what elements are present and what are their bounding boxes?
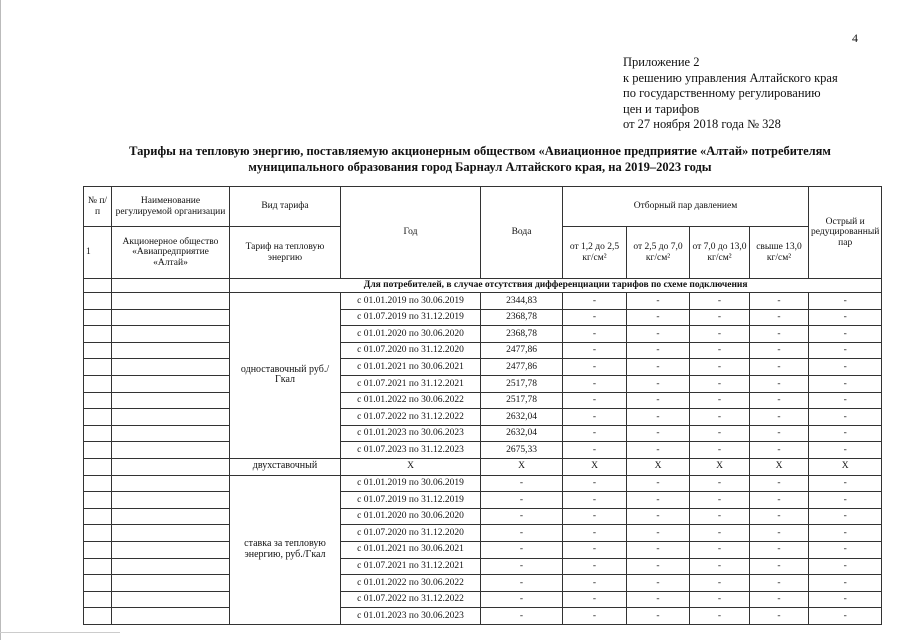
table-row xyxy=(84,525,882,542)
steam-3-cell: - xyxy=(690,541,750,558)
steam-2-cell: - xyxy=(627,392,690,409)
period-cell: с 01.01.2020 по 30.06.2020 xyxy=(341,508,481,525)
row-num-cell xyxy=(84,409,112,426)
page-number: 4 xyxy=(852,31,858,45)
steam-3-cell: - xyxy=(690,492,750,509)
tariff-type-label: двухставочный xyxy=(230,458,341,475)
hot-steam-cell: - xyxy=(809,558,882,575)
org-num: 1 xyxy=(84,227,112,279)
steam-1-cell: - xyxy=(563,309,627,326)
row-num-cell xyxy=(84,608,112,625)
hot-steam-cell: - xyxy=(809,375,882,392)
steam-1-cell: - xyxy=(563,575,627,592)
row-org-cell xyxy=(112,293,230,310)
row-num-cell xyxy=(84,591,112,608)
steam-3-cell: - xyxy=(690,508,750,525)
steam-3-cell: - xyxy=(690,293,750,310)
row-org-cell xyxy=(112,425,230,442)
period-cell: с 01.07.2019 по 31.12.2019 xyxy=(341,309,481,326)
table-row xyxy=(84,425,882,442)
water-cell: - xyxy=(481,475,563,492)
steam-3-cell: - xyxy=(690,442,750,459)
header-steam-group: Отборный пар давлением xyxy=(563,187,809,227)
table-row xyxy=(84,492,882,509)
row-num-cell xyxy=(84,575,112,592)
row-org-cell xyxy=(112,558,230,575)
steam-3-cell: - xyxy=(690,608,750,625)
steam-1-cell: - xyxy=(563,375,627,392)
steam-4-cell: - xyxy=(750,359,809,376)
section-empty xyxy=(84,279,112,293)
period-cell: с 01.01.2022 по 30.06.2022 xyxy=(341,392,481,409)
steam-4-cell: - xyxy=(750,541,809,558)
steam-2-cell: - xyxy=(627,309,690,326)
period-cell: с 01.07.2019 по 31.12.2019 xyxy=(341,492,481,509)
steam-1-cell: - xyxy=(563,508,627,525)
hot-steam-cell: - xyxy=(809,475,882,492)
steam-2-cell: - xyxy=(627,425,690,442)
steam-3-cell: - xyxy=(690,375,750,392)
steam-3-cell: - xyxy=(690,558,750,575)
steam-1-cell: - xyxy=(563,525,627,542)
hot-steam-cell: - xyxy=(809,492,882,509)
water-cell: - xyxy=(481,591,563,608)
table-row xyxy=(84,293,882,310)
water-cell: - xyxy=(481,508,563,525)
steam-1-cell: - xyxy=(563,558,627,575)
row-org-cell xyxy=(112,541,230,558)
steam-2-cell: - xyxy=(627,575,690,592)
row-org-cell xyxy=(112,342,230,359)
hot-steam-cell: - xyxy=(809,608,882,625)
row-num-cell xyxy=(84,293,112,310)
table-row xyxy=(84,575,882,592)
steam-4-cell: - xyxy=(750,575,809,592)
hot-steam-cell: - xyxy=(809,525,882,542)
period-cell: с 01.01.2023 по 30.06.2023 xyxy=(341,425,481,442)
scan-edge-bottom xyxy=(0,632,120,633)
steam-3-cell: - xyxy=(690,359,750,376)
steam-1-cell: - xyxy=(563,591,627,608)
steam-3-cell: - xyxy=(690,525,750,542)
period-cell: с 01.01.2022 по 30.06.2022 xyxy=(341,575,481,592)
hot-steam-cell: - xyxy=(809,425,882,442)
water-cell: - xyxy=(481,608,563,625)
steam-2-cell: - xyxy=(627,409,690,426)
water-cell: 2517,78 xyxy=(481,375,563,392)
steam-4-cell: - xyxy=(750,375,809,392)
steam-4-cell: - xyxy=(750,309,809,326)
steam-4-cell: - xyxy=(750,326,809,343)
table-row xyxy=(84,508,882,525)
row-org-cell xyxy=(112,525,230,542)
period-cell: с 01.07.2022 по 31.12.2022 xyxy=(341,591,481,608)
steam-1-cell: - xyxy=(563,608,627,625)
water-cell: - xyxy=(481,558,563,575)
table-row xyxy=(84,608,882,625)
scan-edge-left xyxy=(0,0,1,640)
hot-steam-cell: - xyxy=(809,326,882,343)
water-cell: - xyxy=(481,492,563,509)
period-cell: с 01.01.2020 по 30.06.2020 xyxy=(341,326,481,343)
steam-3-cell: - xyxy=(690,475,750,492)
steam-2-cell: - xyxy=(627,326,690,343)
table-row xyxy=(84,342,882,359)
steam-2-cell: - xyxy=(627,375,690,392)
steam-4-cell: - xyxy=(750,342,809,359)
section-title: Для потребителей, в случае отсутствия дифференциации тарифов по схеме подключения xyxy=(230,279,882,293)
hot-steam-cell: - xyxy=(809,575,882,592)
period-cell: с 01.07.2021 по 31.12.2021 xyxy=(341,558,481,575)
steam-3-cell: - xyxy=(690,326,750,343)
water-cell: 2675,33 xyxy=(481,442,563,459)
steam-2-cell: - xyxy=(627,558,690,575)
row-num-cell xyxy=(84,475,112,492)
header-steam-4: свыше 13,0 кг/см² xyxy=(750,227,809,279)
row-org-cell xyxy=(112,309,230,326)
row-org-cell xyxy=(112,608,230,625)
steam-1-cell: - xyxy=(563,293,627,310)
row-num-cell xyxy=(84,425,112,442)
hot-steam-cell: - xyxy=(809,342,882,359)
hot-steam-cell: - xyxy=(809,591,882,608)
row-num-cell xyxy=(84,508,112,525)
steam-1-cell: - xyxy=(563,425,627,442)
steam-4-cell: - xyxy=(750,409,809,426)
row-num-cell xyxy=(84,342,112,359)
table-row xyxy=(84,558,882,575)
steam-1-cell: - xyxy=(563,409,627,426)
steam-4-cell: - xyxy=(750,608,809,625)
steam-2-cell: - xyxy=(627,492,690,509)
steam-2-cell: - xyxy=(627,442,690,459)
appendix-line: цен и тарифов xyxy=(623,101,700,116)
header-hot-steam: Острый и редуцированный пар xyxy=(809,187,882,279)
steam-3-cell: - xyxy=(690,409,750,426)
appendix-line: к решению управления Алтайского края xyxy=(623,70,838,85)
row-org-cell xyxy=(112,508,230,525)
row-org-cell xyxy=(112,492,230,509)
row-org-cell xyxy=(112,575,230,592)
row-num-cell xyxy=(84,359,112,376)
steam-3-cell: - xyxy=(690,591,750,608)
water-cell: 2368,78 xyxy=(481,309,563,326)
row-org-cell xyxy=(112,409,230,426)
table-row xyxy=(84,541,882,558)
water-cell: X xyxy=(481,458,563,475)
header-type: Вид тарифа xyxy=(230,187,341,227)
steam-3-cell: - xyxy=(690,575,750,592)
period-cell: с 01.07.2022 по 31.12.2022 xyxy=(341,409,481,426)
steam-4-cell: - xyxy=(750,475,809,492)
steam-4-cell: X xyxy=(750,458,809,475)
steam-4-cell: - xyxy=(750,525,809,542)
steam-2-cell: - xyxy=(627,508,690,525)
appendix-block xyxy=(623,55,838,133)
tariffs-table xyxy=(83,186,882,625)
steam-1-cell: - xyxy=(563,326,627,343)
period-cell: с 01.01.2019 по 30.06.2019 xyxy=(341,475,481,492)
water-cell: 2632,04 xyxy=(481,425,563,442)
appendix-line: от 27 ноября 2018 года № 328 xyxy=(623,117,781,131)
hot-steam-cell: - xyxy=(809,309,882,326)
row-org-cell xyxy=(112,458,230,475)
period-cell: с 01.01.2021 по 30.06.2021 xyxy=(341,541,481,558)
water-cell: - xyxy=(481,525,563,542)
table-row xyxy=(84,475,882,492)
appendix-line: по государственному регулированию xyxy=(623,86,821,100)
hot-steam-cell: - xyxy=(809,392,882,409)
steam-1-cell: - xyxy=(563,442,627,459)
row-num-cell xyxy=(84,458,112,475)
steam-2-cell: - xyxy=(627,293,690,310)
period-cell: с 01.07.2021 по 31.12.2021 xyxy=(341,375,481,392)
header-year: Год xyxy=(341,187,481,279)
row-org-cell xyxy=(112,475,230,492)
water-cell: - xyxy=(481,575,563,592)
table-row xyxy=(84,458,882,475)
header-steam-1: от 1,2 до 2,5 кг/см² xyxy=(563,227,627,279)
water-cell: 2477,86 xyxy=(481,359,563,376)
steam-3-cell: - xyxy=(690,425,750,442)
table-row xyxy=(84,375,882,392)
table-row xyxy=(84,359,882,376)
steam-1-cell: - xyxy=(563,342,627,359)
steam-4-cell: - xyxy=(750,442,809,459)
hot-steam-cell: - xyxy=(809,442,882,459)
steam-4-cell: - xyxy=(750,558,809,575)
table-row xyxy=(84,392,882,409)
title-line: Тарифы на тепловую энергию, поставляемую акционерным обществом «Авиационное предприятие «Алтай» потребителям xyxy=(129,144,831,158)
appendix-line: Приложение 2 xyxy=(623,55,700,69)
steam-3-cell: X xyxy=(690,458,750,475)
steam-3-cell: - xyxy=(690,392,750,409)
header-steam-3: от 7,0 до 13,0 кг/см² xyxy=(690,227,750,279)
period-cell: X xyxy=(341,458,481,475)
row-num-cell xyxy=(84,492,112,509)
steam-2-cell: - xyxy=(627,475,690,492)
water-cell: - xyxy=(481,541,563,558)
steam-4-cell: - xyxy=(750,492,809,509)
tariff-type-label: ставка за тепловую энергию, руб./Гкал xyxy=(230,475,341,624)
row-num-cell xyxy=(84,392,112,409)
steam-2-cell: X xyxy=(627,458,690,475)
row-num-cell xyxy=(84,326,112,343)
row-num-cell xyxy=(84,541,112,558)
header-num: № п/п xyxy=(84,187,112,227)
hot-steam-cell: - xyxy=(809,359,882,376)
steam-4-cell: - xyxy=(750,425,809,442)
steam-2-cell: - xyxy=(627,541,690,558)
steam-4-cell: - xyxy=(750,508,809,525)
row-org-cell xyxy=(112,591,230,608)
table-row xyxy=(84,309,882,326)
hot-steam-cell: - xyxy=(809,293,882,310)
steam-4-cell: - xyxy=(750,591,809,608)
title-line: муниципального образования город Барнаул Алтайского края, на 2019–2023 годы xyxy=(248,160,712,174)
steam-3-cell: - xyxy=(690,309,750,326)
steam-1-cell: - xyxy=(563,492,627,509)
steam-4-cell: - xyxy=(750,293,809,310)
steam-1-cell: - xyxy=(563,475,627,492)
steam-2-cell: - xyxy=(627,608,690,625)
row-org-cell xyxy=(112,375,230,392)
water-cell: 2517,78 xyxy=(481,392,563,409)
hot-steam-cell: - xyxy=(809,541,882,558)
steam-1-cell: - xyxy=(563,359,627,376)
header-org: Наименование регулируемой организации xyxy=(112,187,230,227)
document-title xyxy=(80,143,880,175)
steam-1-cell: X xyxy=(563,458,627,475)
header-steam-2: от 2,5 до 7,0 кг/см² xyxy=(627,227,690,279)
row-num-cell xyxy=(84,525,112,542)
water-cell: 2632,04 xyxy=(481,409,563,426)
period-cell: с 01.07.2020 по 31.12.2020 xyxy=(341,525,481,542)
period-cell: с 01.07.2023 по 31.12.2023 xyxy=(341,442,481,459)
row-num-cell xyxy=(84,442,112,459)
steam-2-cell: - xyxy=(627,359,690,376)
header-row xyxy=(84,187,882,227)
hot-steam-cell: X xyxy=(809,458,882,475)
water-cell: 2344,83 xyxy=(481,293,563,310)
section-empty xyxy=(112,279,230,293)
section-row xyxy=(84,279,882,293)
tariff-type-label: одноставочный руб./Гкал xyxy=(230,293,341,459)
row-num-cell xyxy=(84,309,112,326)
row-org-cell xyxy=(112,359,230,376)
steam-2-cell: - xyxy=(627,525,690,542)
steam-1-cell: - xyxy=(563,392,627,409)
row-org-cell xyxy=(112,326,230,343)
hot-steam-cell: - xyxy=(809,409,882,426)
table-row xyxy=(84,591,882,608)
period-cell: с 01.01.2021 по 30.06.2021 xyxy=(341,359,481,376)
period-cell: с 01.07.2020 по 31.12.2020 xyxy=(341,342,481,359)
period-cell: с 01.01.2023 по 30.06.2023 xyxy=(341,608,481,625)
table-row xyxy=(84,442,882,459)
row-org-cell xyxy=(112,442,230,459)
org-name: Акционерное общество «Авиапредприятие «Алтай» xyxy=(112,227,230,279)
table-body xyxy=(84,187,882,625)
period-cell: с 01.01.2019 по 30.06.2019 xyxy=(341,293,481,310)
table-row xyxy=(84,326,882,343)
water-cell: 2477,86 xyxy=(481,342,563,359)
steam-4-cell: - xyxy=(750,392,809,409)
steam-1-cell: - xyxy=(563,541,627,558)
steam-3-cell: - xyxy=(690,342,750,359)
org-tariff-type: Тариф на тепловую энергию xyxy=(230,227,341,279)
row-num-cell xyxy=(84,558,112,575)
water-cell: 2368,78 xyxy=(481,326,563,343)
row-num-cell xyxy=(84,375,112,392)
steam-2-cell: - xyxy=(627,342,690,359)
steam-2-cell: - xyxy=(627,591,690,608)
header-water: Вода xyxy=(481,187,563,279)
hot-steam-cell: - xyxy=(809,508,882,525)
row-org-cell xyxy=(112,392,230,409)
table-row xyxy=(84,409,882,426)
